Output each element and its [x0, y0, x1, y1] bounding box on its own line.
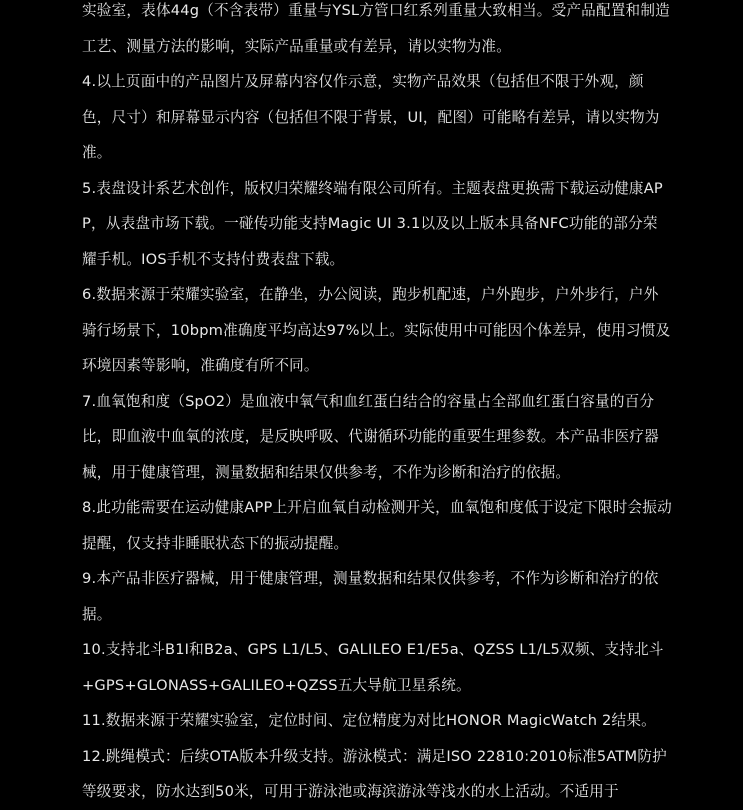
footnote-5: 5.表盘设计系艺术创作，版权归荣耀终端有限公司所有。主题表盘更换需下载运动健康APP，从表盘市场下载。一碰传功能支持Magic UI 3.1以及以上版本具备NFC功能的部分荣耀手机。IOS手机不支持付费表盘下载。 [82, 179, 663, 268]
footnote-3-continued: 实验室，表体44g（不含表带）重量与YSL方管口红系列重量大致相当。受产品配置和制造工艺、测量方法的影响，实际产品重量或有差异，请以实物为准。 [82, 2, 670, 55]
footnote-9: 9.本产品非医疗器械，用于健康管理，测量数据和结果仅供参考，不作为诊断和治疗的依据。 [82, 570, 659, 623]
footnote-7: 7.血氧饱和度（SpO2）是血液中氧气和血红蛋白结合的容量占全部血红蛋白容量的百分比，即血液中血氧的浓度，是反映呼吸、代谢循环功能的重要生理参数。本产品非医疗器械，用于健康管理，测量数据和结果仅供参考，不作为诊断和治疗的依据。 [82, 392, 659, 481]
footnote-12: 12.跳绳模式：后续OTA版本升级支持。游泳模式：满足ISO 22810:2010标准5ATM防护等级要求，防水达到50米，可用于游泳池或海滨游泳等浅水的水上活动。不适用于 [82, 747, 667, 800]
footnote-10: 10.支持北斗B1I和B2a、GPS L1/L5、GALILEO E1/E5a、QZSS L1/L5双频、支持北斗+GPS+GLONASS+GALILEO+QZSS五大导航卫星系统。 [82, 641, 664, 694]
footnote-11: 11.数据来源于荣耀实验室，定位时间、定位精度为对比HONOR MagicWatch 2结果。 [82, 712, 656, 729]
footnotes-section [82, 0, 672, 810]
footnote-6: 6.数据来源于荣耀实验室，在静坐，办公阅读，跑步机配速，户外跑步，户外步行，户外骑行场景下，10bpm准确度平均高达97%以上。实际使用中可能因个体差异，使用习惯及环境因素等影响，准确度有所不同。 [82, 286, 671, 374]
footnote-8: 8.此功能需要在运动健康APP上开启血氧自动检测开关，血氧饱和度低于设定下限时会振动提醒，仅支持非睡眠状态下的振动提醒。 [82, 499, 672, 552]
footnote-4: 4.以上页面中的产品图片及屏幕内容仅作示意，实物产品效果（包括但不限于外观，颜色，尺寸）和屏幕显示内容（包括但不限于背景，UI，配图）可能略有差异，请以实物为准。 [82, 73, 660, 161]
